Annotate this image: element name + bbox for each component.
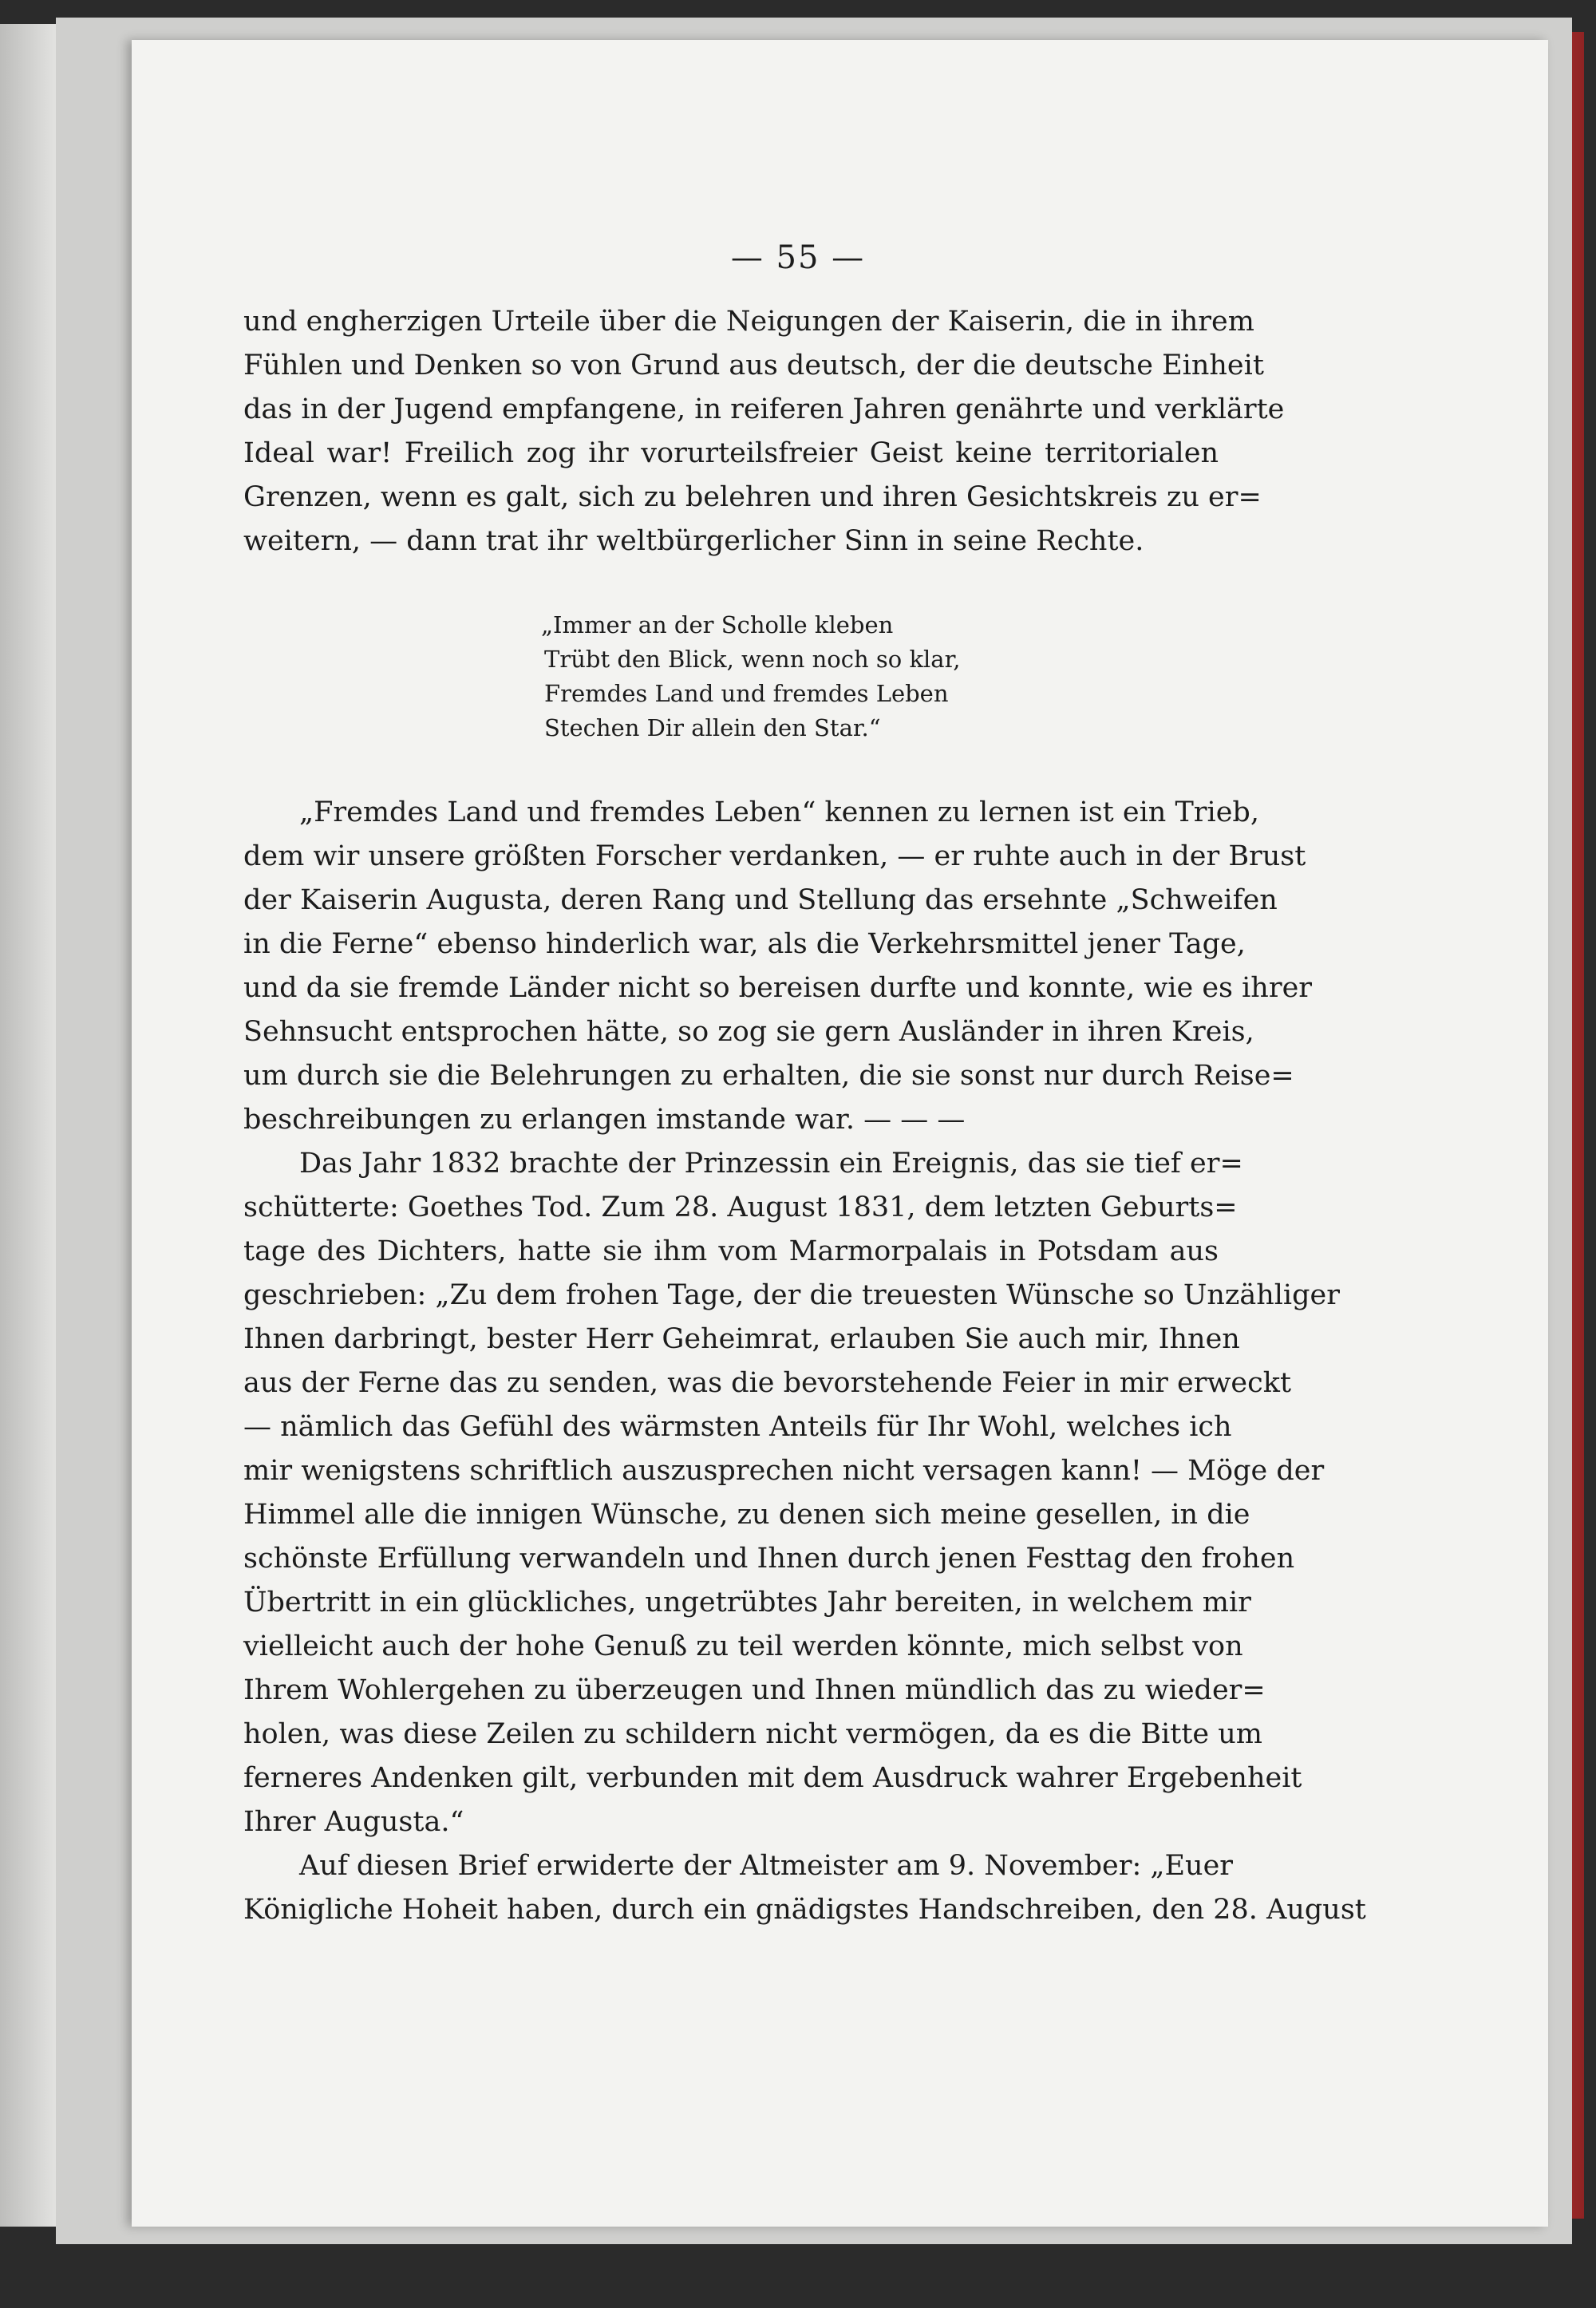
text-line: tage des Dichters, hatte sie ihm vom Marmorpalais in Potsdam aus	[243, 1235, 1219, 1267]
text-line: geschrieben: „Zu dem frohen Tage, der die treuesten Wünsche so Unzähliger	[243, 1279, 1340, 1311]
text-line: Auf diesen Brief erwiderte der Altmeister am 9. November: „Euer	[299, 1850, 1234, 1882]
text-line: und engherzigen Urteile über die Neigungen der Kaiserin, die in ihrem	[243, 306, 1254, 338]
text-line: holen, was diese Zeilen zu schildern nicht vermögen, da es die Bitte um	[243, 1718, 1262, 1750]
text-line: aus der Ferne das zu senden, was die bevorstehende Feier in mir erweckt	[243, 1367, 1292, 1399]
text-line: dem wir unsere größten Forscher verdanken, — er ruhte auch in der Brust	[243, 840, 1306, 872]
text-line: Sehnsucht entsprochen hätte, so zog sie gern Ausländer in ihren Kreis,	[243, 1016, 1254, 1048]
text-line: und da sie fremde Länder nicht so bereisen durfte und konnte, wie es ihrer	[243, 972, 1313, 1004]
text-line: Übertritt in ein glückliches, ungetrübtes Jahr bereiten, in welchem mir	[243, 1587, 1251, 1618]
text-line: Ideal war! Freilich zog ihr vorurteilsfreier Geist keine territorialen	[243, 437, 1219, 469]
text-line: — nämlich das Gefühl des wärmsten Anteils für Ihr Wohl, welches ich	[243, 1411, 1232, 1443]
poem-line: Trübt den Blick, wenn noch so klar,	[544, 646, 961, 673]
text-line: Himmel alle die innigen Wünsche, zu denen sich meine gesellen, in die	[243, 1499, 1250, 1531]
text-line: in die Ferne“ ebenso hinderlich war, als die Verkehrsmittel jener Tage,	[243, 928, 1246, 960]
text-line: weitern, — dann trat ihr weltbürgerlicher Sinn in seine Rechte.	[243, 525, 1144, 557]
text-line: um durch sie die Belehrungen zu erhalten, die sie sonst nur durch Reise=	[243, 1060, 1294, 1092]
text-line: beschreibungen zu erlangen imstande war. — — —	[243, 1104, 966, 1136]
text-line: schütterte: Goethes Tod. Zum 28. August 1831, dem letzten Geburts=	[243, 1192, 1238, 1223]
poem-line: Fremdes Land und fremdes Leben	[544, 680, 949, 707]
page-number: — 55 —	[730, 239, 866, 276]
text-line: Königliche Hoheit haben, durch ein gnädigstes Handschreiben, den 28. August	[243, 1894, 1366, 1926]
text-line: Ihnen darbringt, bester Herr Geheimrat, erlauben Sie auch mir, Ihnen	[243, 1323, 1240, 1355]
poem-quote	[541, 608, 960, 745]
text-line: schönste Erfüllung verwandeln und Ihnen durch jenen Festtag den frohen	[243, 1543, 1295, 1575]
paragraph-2	[243, 791, 1313, 1142]
text-line: mir wenigstens schriftlich auszusprechen nicht versagen kann! — Möge der	[243, 1455, 1325, 1487]
text-line: Das Jahr 1832 brachte der Prinzessin ein Ereignis, das sie tief er=	[299, 1148, 1243, 1180]
text-line: Ihrer Augusta.“	[243, 1806, 464, 1838]
text-line: Fühlen und Denken so von Grund aus deutsch, der die deutsche Einheit	[243, 350, 1264, 381]
text-line: „Fremdes Land und fremdes Leben“ kennen zu lernen ist ein Trieb,	[299, 796, 1259, 828]
poem-line: „Immer an der Scholle kleben	[541, 611, 894, 638]
text-line: der Kaiserin Augusta, deren Rang und Stellung das ersehnte „Schweifen	[243, 884, 1278, 916]
text-line: das in der Jugend empfangene, in reiferen Jahren genährte und verklärte	[243, 393, 1285, 425]
poem-line: Stechen Dir allein den Star.“	[544, 714, 881, 741]
paragraph-1	[243, 300, 1285, 563]
paragraph-4	[243, 1844, 1366, 1932]
paragraph-3	[243, 1142, 1340, 1844]
text-line: Ihrem Wohlergehen zu überzeugen und Ihnen mündlich das zu wieder=	[243, 1674, 1266, 1706]
text-line: ferneres Andenken gilt, verbunden mit dem Ausdruck wahrer Ergebenheit	[243, 1762, 1302, 1794]
text-line: Grenzen, wenn es galt, sich zu belehren und ihren Gesichtskreis zu er=	[243, 481, 1262, 513]
text-line: vielleicht auch der hohe Genuß zu teil werden könnte, mich selbst von	[243, 1630, 1243, 1662]
